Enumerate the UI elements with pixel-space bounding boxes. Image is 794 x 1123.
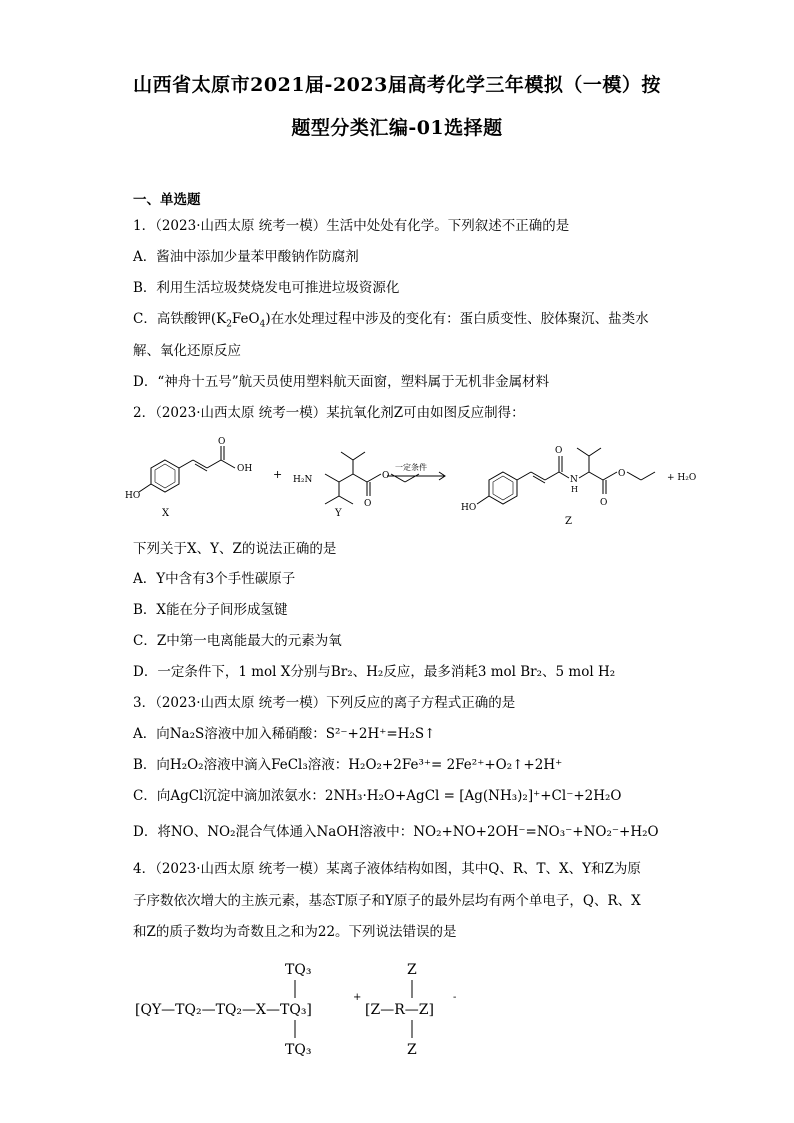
q1-option-d: D．“神舟十五号”航天员使用塑料航天面窗，塑料属于无机非金属材料: [133, 374, 550, 390]
q2-ask: 下列关于X、Y、Z的说法正确的是: [133, 541, 337, 557]
z-ho-label: HO: [461, 503, 477, 513]
y-o-label: O: [364, 499, 372, 509]
z-h-label: H: [571, 485, 578, 494]
y-h2n-label: H₂N: [293, 475, 313, 485]
document-title-line-2: 题型分类汇编-01选择题: [291, 117, 503, 139]
anion-charge: -: [453, 992, 457, 1003]
x-o-label: O: [218, 437, 226, 447]
q1-option-c-line-1: [133, 307, 649, 330]
q2-option-c: C．Z中第一电离能最大的元素为氧: [133, 633, 342, 649]
anion-z-bottom: Z: [407, 1042, 417, 1058]
q4-stem-line-2: 子序数依次增大的主族元素，基态T原子和Y原子的最外层均有两个单电子，Q、R、X: [133, 893, 641, 909]
benzene-ring-z-inner: [493, 476, 513, 500]
ionic-liquid-structure: [135, 960, 465, 1060]
q1-option-b: B．利用生活垃圾焚烧发电可推进垃圾资源化: [133, 280, 400, 296]
cation-formula: [QY—TQ₂—TQ₂—X—TQ₃]: [135, 1002, 312, 1018]
q1-stem: 1．（2023·山西太原 统考一模）生活中处处有化学。下列叙述不正确的是: [133, 218, 570, 234]
arrow-condition: 一定条件: [395, 463, 427, 472]
x-ho-label: HO: [125, 491, 141, 501]
q3-option-d: D．将NO、NO₂混合气体通入NaOH溶液中：NO₂+NO+2OH⁻=NO₃⁻+NO₂⁻+H₂O: [133, 824, 659, 840]
y-ester-o-label: O: [382, 471, 390, 481]
z-amide-o-label: O: [555, 446, 563, 456]
label-y: Y: [335, 508, 342, 519]
q2-stem: 2．（2023·山西太原 统考一模）某抗氧化剂Z可由如图反应制得：: [133, 405, 525, 421]
q1-option-c-text: FeO: [231, 311, 260, 327]
water-product: + H₂O: [667, 473, 697, 483]
subscript: 4: [259, 319, 266, 330]
q2-option-a: A．Y中含有3个手性碳原子: [133, 571, 296, 587]
label-x: X: [162, 508, 170, 519]
q4-stem-line-3: 和Z的质子数均为奇数且之和为22。下列说法错误的是: [133, 924, 457, 940]
q3-option-a: A．向Na₂S溶液中加入稀硝酸：S²⁻+2H⁺=H₂S↑: [133, 726, 436, 742]
q1-option-c-line-2: 解、氧化还原反应: [133, 343, 241, 359]
q2-option-d: D．一定条件下，1 mol X分别与Br₂、H₂反应，最多消耗3 mol Br₂、5 mol H₂: [133, 664, 616, 680]
cation-charge: +: [353, 992, 362, 1003]
z-o-label: O: [600, 498, 608, 508]
z-n-label: N: [570, 475, 578, 485]
q3-option-b: B．向H₂O₂溶液中滴入FeCl₃溶液：H₂O₂+2Fe³⁺= 2Fe²⁺+O₂↑+2H⁺: [133, 757, 563, 773]
reaction-scheme: [125, 432, 705, 527]
q1-option-c-text: C．高铁酸钾(K: [133, 311, 227, 327]
q1-option-a: A．酱油中添加少量苯甲酸钠作防腐剂: [133, 249, 359, 265]
anion-z-top: Z: [407, 962, 417, 978]
benzene-ring-x-inner: [155, 464, 175, 488]
cation-tq3-bottom: TQ₃: [285, 1042, 312, 1058]
document-title-line-1: 山西省太原市2021届-2023届高考化学三年模拟（一模）按: [133, 74, 661, 96]
label-z: Z: [565, 516, 572, 527]
q3-option-c: C．向AgCl沉淀中滴加浓氨水：2NH₃·H₂O+AgCl = [Ag(NH₃)₂]⁺+Cl⁻+2H₂O: [133, 788, 622, 804]
q1-option-c-text: )在水处理过程中涉及的变化有：蛋白质变性、胶体聚沉、盐类水: [265, 311, 649, 327]
section-heading: 一、单选题: [133, 192, 201, 208]
q4-stem-line-1: 4．（2023·山西太原 统考一模）某离子液体结构如图，其中Q、R、T、X、Y和Z为原: [133, 861, 641, 877]
x-oh-label: OH: [237, 464, 253, 474]
q2-option-b: B．X能在分子间形成氢键: [133, 602, 288, 618]
cation-tq3-top: TQ₃: [285, 962, 312, 978]
q3-stem: 3．（2023·山西太原 统考一模）下列反应的离子方程式正确的是: [133, 695, 516, 711]
anion-formula: [Z—R—Z]: [365, 1002, 434, 1018]
plus-sign: +: [273, 468, 283, 481]
z-ester-o-label: O: [618, 469, 626, 479]
subscript: 2: [226, 319, 232, 330]
